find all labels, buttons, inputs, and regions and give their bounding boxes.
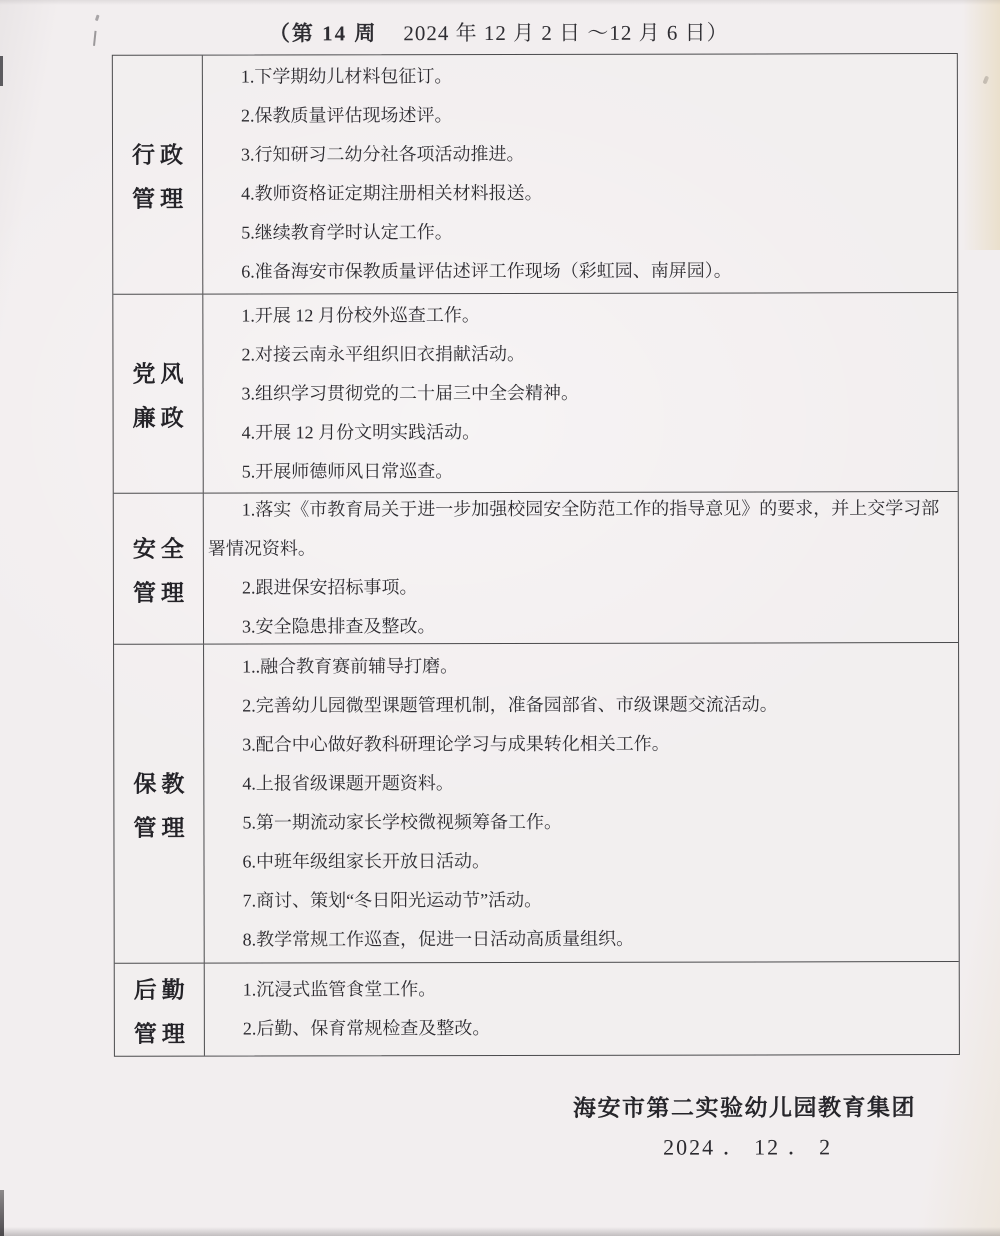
task-item: 5.继续教育学时认定工作。 — [241, 222, 453, 243]
task-item: 6.准备海安市保教质量评估述评工作现场（彩虹园、南屏园）。 — [241, 260, 732, 282]
task-item: 1.开展 12 月份校外巡查工作。 — [241, 304, 480, 326]
task-item: 4.教师资格证定期注册相关材料报送。 — [241, 182, 543, 204]
task-item: 3.配合中心做好教科研理论学习与成果转化相关工作。 — [242, 733, 670, 755]
signature-date: 2024 ． 12 ． 2 — [663, 1134, 833, 1160]
task-item: 3.行知研习二幼分社各项活动推进。 — [241, 143, 525, 165]
tasks-cell — [204, 492, 958, 644]
table-row — [115, 961, 959, 1056]
table-row — [114, 491, 958, 644]
task-item: 5.第一期流动家长学校微视频筹备工作。 — [242, 811, 562, 833]
category-label: 安全 — [132, 536, 189, 562]
document-header — [0, 16, 999, 48]
category-label: 保教 — [133, 771, 190, 797]
table-row — [113, 54, 957, 294]
task-item: 2.保教质量评估现场述评。 — [240, 105, 453, 126]
scan-edge-mark — [0, 56, 3, 86]
task-item: 5.开展师德师风日常巡查。 — [241, 460, 454, 482]
task-item: 2.跟进保安招标事项。 — [241, 577, 418, 598]
category-cell — [114, 494, 204, 644]
task-item: 4.开展 12 月份文明实践活动。 — [241, 421, 481, 443]
category-label: 管理 — [133, 1021, 190, 1047]
category-label: 党风 — [132, 361, 189, 387]
task-item: 7.商讨、策划“冬日阳光运动节”活动。 — [242, 889, 543, 911]
date-range: 2024 年 12 月 2 日 ～12 月 6 日） — [403, 20, 729, 46]
task-item: 8.教学常规工作巡查，促进一日活动高质量组织。 — [242, 928, 635, 950]
paper-edge-shadow — [0, 0, 1000, 5]
category-label: 管理 — [132, 580, 189, 606]
organization-signature: 海安市第二实验幼儿园教育集团 — [573, 1095, 917, 1121]
tasks-cell — [205, 962, 959, 1056]
category-label: 廉政 — [132, 405, 189, 431]
task-item: 1.下学期幼儿材料包征订。 — [240, 66, 453, 87]
week-label: （第 14 周 — [268, 21, 378, 46]
weekly-plan-table — [112, 53, 960, 1057]
category-cell — [114, 645, 205, 963]
category-label: 管理 — [133, 815, 190, 841]
category-label: 后勤 — [133, 977, 190, 1003]
paper-edge-shadow — [962, 0, 1000, 250]
table-row — [114, 642, 959, 963]
task-item: 3.安全隐患排查及整改。 — [241, 616, 436, 637]
task-item: 1.落实《市教育局关于进一步加强校园安全防范工作的指导意见》的要求，并上交学习部署情况资料。 — [207, 498, 940, 559]
category-label: 管理 — [132, 186, 189, 212]
task-item: 2.后勤、保育常规检查及整改。 — [242, 1018, 491, 1039]
tasks-cell — [203, 54, 957, 294]
task-item: 1..融合教育赛前辅导打磨。 — [242, 656, 459, 677]
task-item: 3.组织学习贯彻党的二十届三中全会精神。 — [241, 382, 580, 404]
table-row — [113, 292, 957, 493]
paper-edge-shadow — [0, 1227, 1000, 1236]
category-cell — [115, 964, 205, 1056]
category-cell — [113, 56, 203, 294]
task-item: 6.中班年级组家长开放日活动。 — [242, 851, 491, 872]
tasks-cell — [203, 293, 957, 493]
task-item: 4.上报省级课题开题资料。 — [242, 773, 454, 794]
task-item: 1.沉浸式监管食堂工作。 — [242, 979, 437, 1000]
task-item: 2.对接云南永平组织旧衣捐献活动。 — [241, 343, 525, 365]
category-cell — [113, 295, 203, 493]
tasks-cell — [204, 643, 959, 963]
category-label: 行政 — [132, 142, 189, 168]
task-item: 2.完善幼儿园微型课题管理机制，准备园部省、市级课题交流活动。 — [242, 694, 778, 716]
